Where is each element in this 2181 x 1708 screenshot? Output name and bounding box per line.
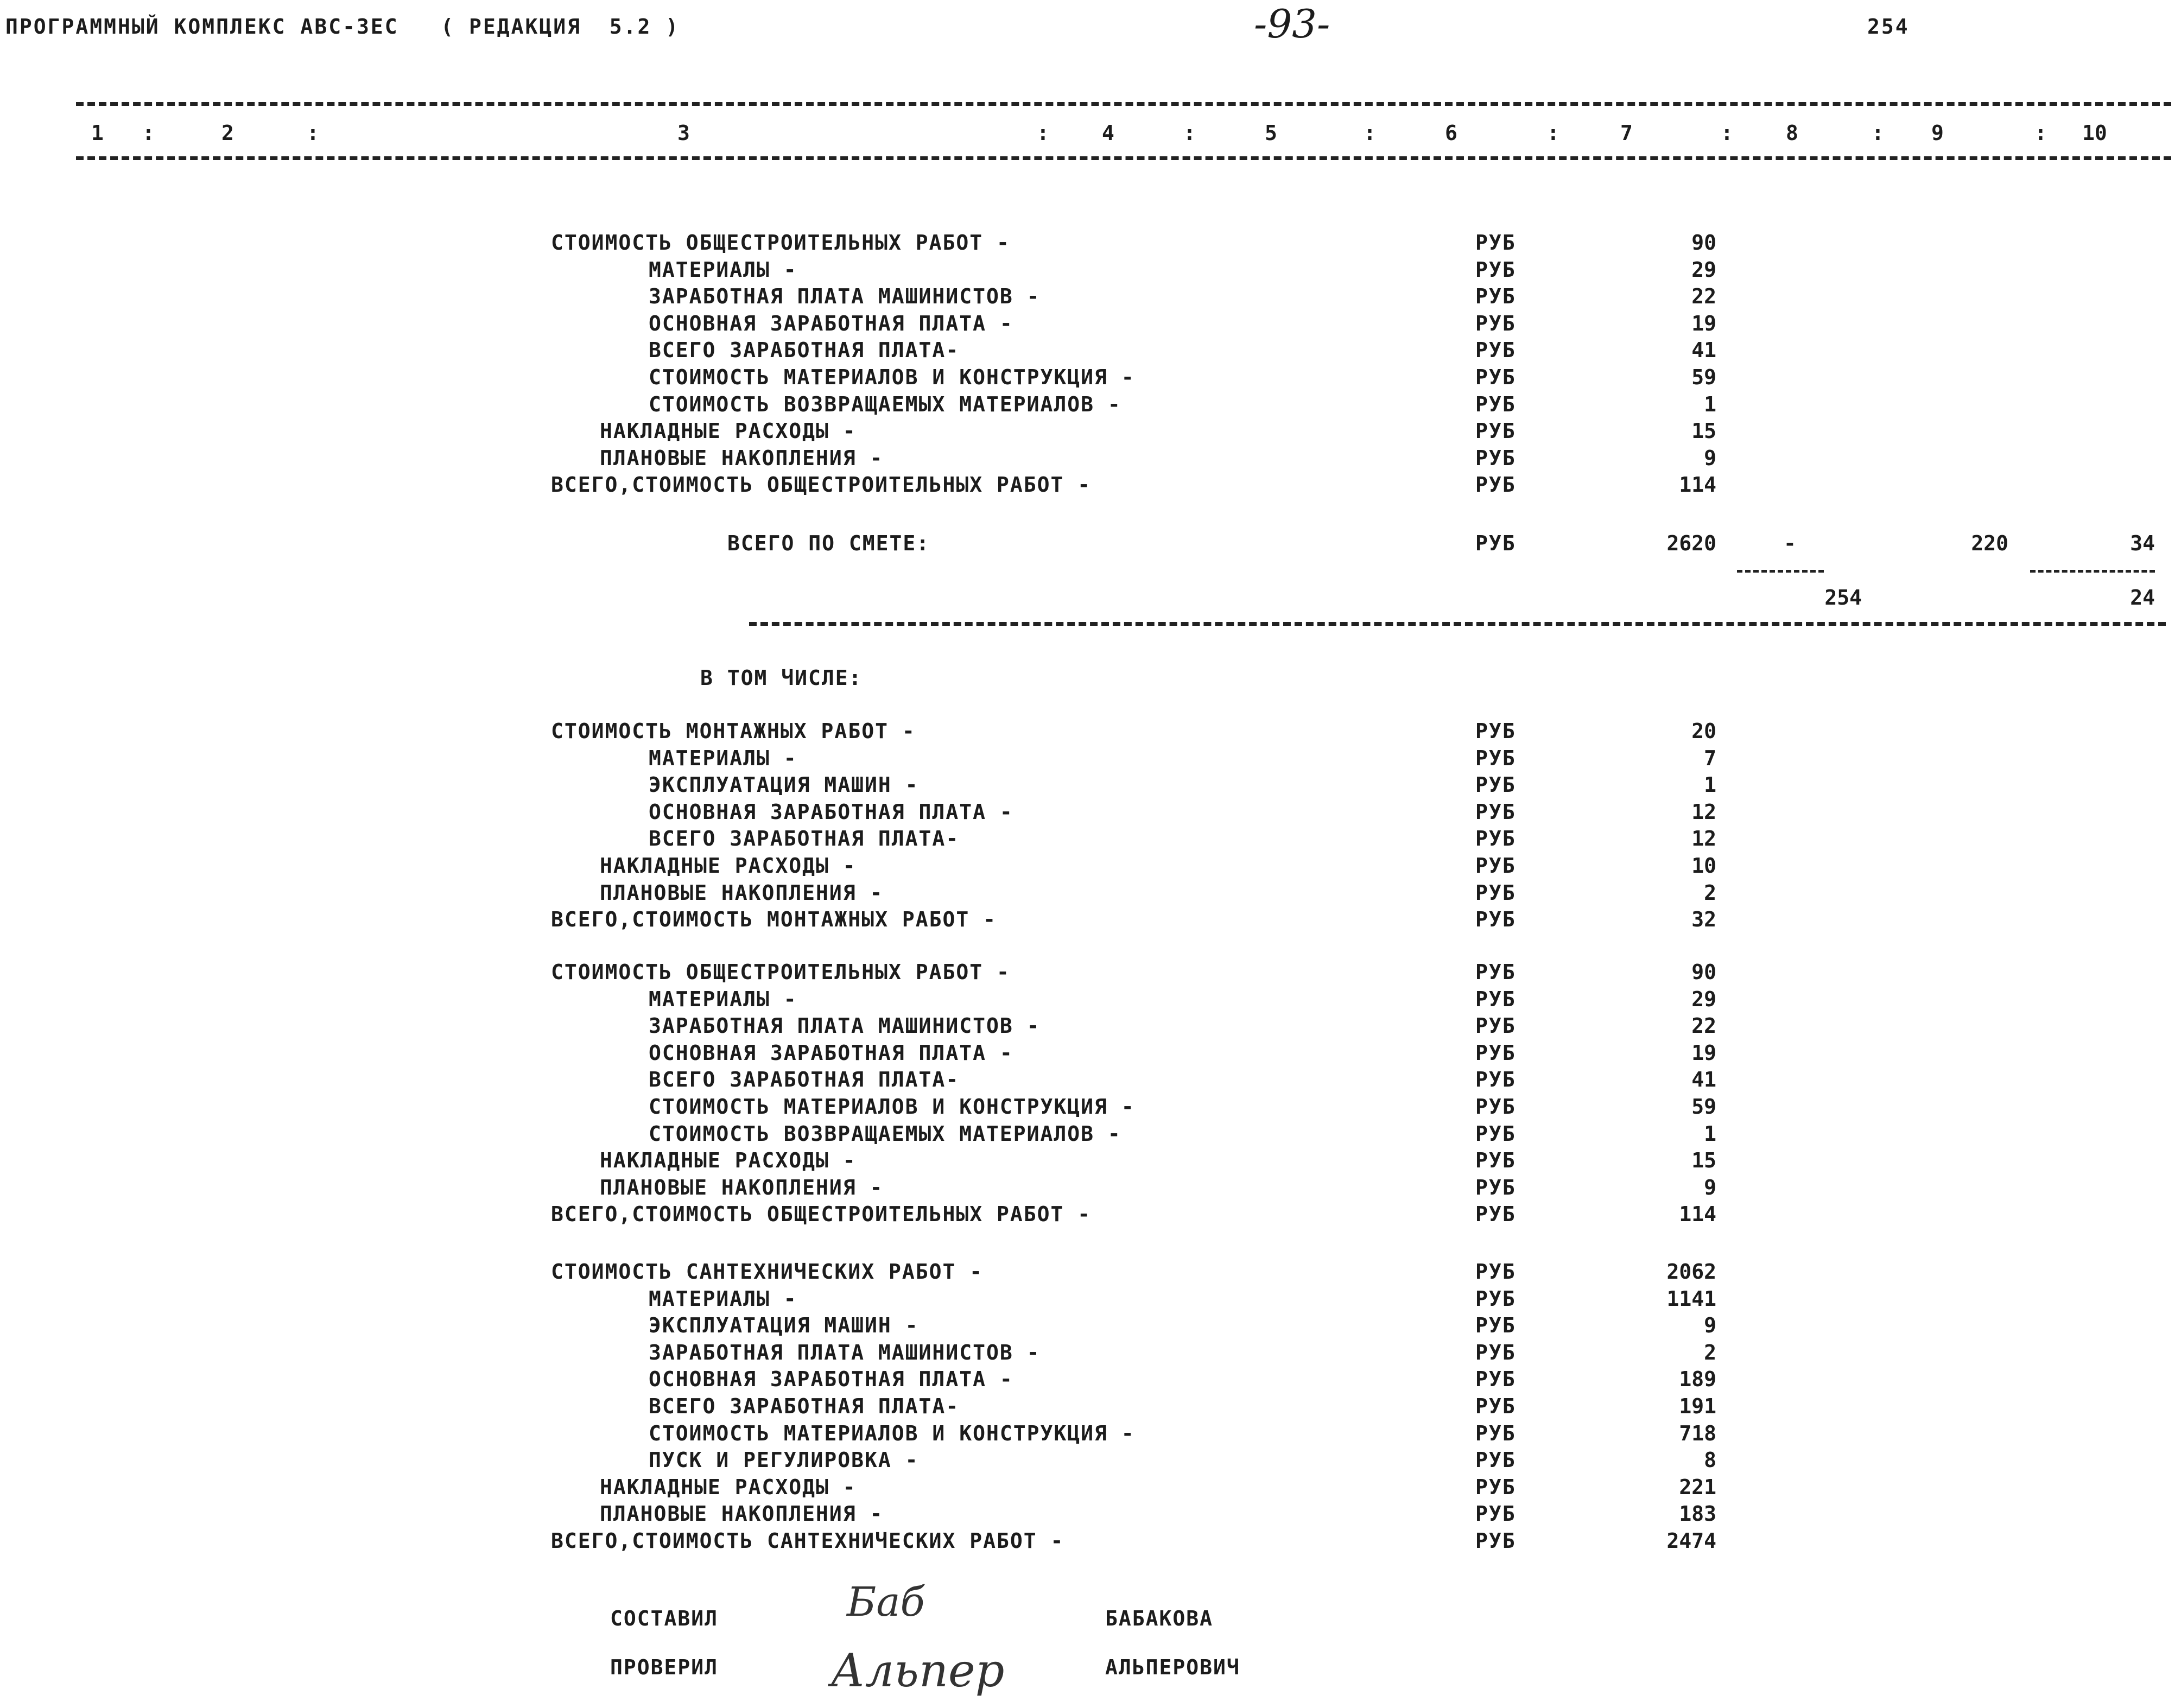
estimate-row-label: НАКЛАДНЫЕ РАСХОДЫ - xyxy=(600,854,857,878)
estimate-row-unit: РУБ xyxy=(1475,1095,1516,1119)
estimate-row-value: 8 xyxy=(1704,1448,1716,1472)
estimate-row-unit: РУБ xyxy=(1475,1448,1516,1472)
column-number: 10 xyxy=(2082,121,2107,145)
estimate-row-value: 1 xyxy=(1704,392,1716,416)
grand-total-unit: РУБ xyxy=(1475,531,1516,555)
estimate-row-value: 2062 xyxy=(1666,1260,1716,1284)
estimate-row-value: 19 xyxy=(1691,1041,1716,1065)
estimate-row-label: СТОИМОСТЬ МОНТАЖНЫХ РАБОТ - xyxy=(551,719,916,743)
column-separator: : xyxy=(307,121,319,145)
column-separator: : xyxy=(1872,121,1884,145)
estimate-row-label: ВСЕГО ЗАРАБОТНАЯ ПЛАТА- xyxy=(649,1394,960,1418)
checked-signature: Альпер xyxy=(830,1644,1005,1697)
separator-header-bottom xyxy=(76,156,2171,160)
estimate-row-unit: РУБ xyxy=(1475,231,1516,255)
estimate-row-label: ВСЕГО ЗАРАБОТНАЯ ПЛАТА- xyxy=(649,338,960,362)
estimate-row-label: ПЛАНОВЫЕ НАКОПЛЕНИЯ - xyxy=(600,1502,884,1526)
estimate-row-unit: РУБ xyxy=(1475,719,1516,743)
estimate-row-label: СТОИМОСТЬ ВОЗВРАЩАЕМЫХ МАТЕРИАЛОВ - xyxy=(649,392,1121,416)
estimate-row-unit: РУБ xyxy=(1475,1148,1516,1172)
estimate-row-label: ЭКСПЛУАТАЦИЯ МАШИН - xyxy=(649,773,919,797)
estimate-row-unit: РУБ xyxy=(1475,1367,1516,1391)
grand-total-label: ВСЕГО ПО СМЕТЕ: xyxy=(727,531,930,555)
estimate-row-value: 718 xyxy=(1679,1421,1716,1445)
estimate-row-label: ПЛАНОВЫЕ НАКОПЛЕНИЯ - xyxy=(600,446,884,470)
separator-total xyxy=(749,622,2166,626)
estimate-row-value: 2 xyxy=(1704,881,1716,905)
column-number: 8 xyxy=(1786,121,1798,145)
page-number: -93- xyxy=(1254,1,1330,47)
column-number: 9 xyxy=(1931,121,1944,145)
estimate-row-value: 32 xyxy=(1691,907,1716,931)
estimate-row-value: 59 xyxy=(1691,365,1716,389)
column-separator: : xyxy=(1037,121,1049,145)
estimate-row-value: 12 xyxy=(1691,827,1716,850)
estimate-row-value: 191 xyxy=(1679,1394,1716,1418)
grand-total-col10: 34 xyxy=(2130,531,2155,555)
estimate-row-value: 221 xyxy=(1679,1475,1716,1499)
column-number: 3 xyxy=(677,121,690,145)
estimate-row-value: 90 xyxy=(1691,231,1716,255)
subtotal-col10: 24 xyxy=(2130,586,2155,609)
subtotal-rule-col8 xyxy=(1737,570,1824,573)
estimate-row-label: НАКЛАДНЫЕ РАСХОДЫ - xyxy=(600,419,857,443)
estimate-row-value: 20 xyxy=(1691,719,1716,743)
estimate-row-unit: РУБ xyxy=(1475,1014,1516,1038)
estimate-row-label: СТОИМОСТЬ МАТЕРИАЛОВ И КОНСТРУКЦИЯ - xyxy=(649,1421,1135,1445)
estimate-row-label: ОСНОВНАЯ ЗАРАБОТНАЯ ПЛАТА - xyxy=(649,1367,1013,1391)
estimate-row-label: ВСЕГО ЗАРАБОТНАЯ ПЛАТА- xyxy=(649,1068,960,1091)
estimate-row-label: ВСЕГО,СТОИМОСТЬ САНТЕХНИЧЕСКИХ РАБОТ - xyxy=(551,1529,1064,1553)
estimate-row-value: 9 xyxy=(1704,446,1716,470)
subtotal-col8: 254 xyxy=(1824,586,1862,609)
estimate-row-label: ЗАРАБОТНАЯ ПЛАТА МАШИНИСТОВ - xyxy=(649,1014,1041,1038)
estimate-row-label: ВСЕГО,СТОИМОСТЬ ОБЩЕСТРОИТЕЛЬНЫХ РАБОТ - xyxy=(551,473,1092,497)
estimate-row-unit: РУБ xyxy=(1475,987,1516,1011)
estimate-row-label: ВСЕГО,СТОИМОСТЬ ОБЩЕСТРОИТЕЛЬНЫХ РАБОТ - xyxy=(551,1202,1092,1226)
estimate-row-label: ПЛАНОВЫЕ НАКОПЛЕНИЯ - xyxy=(600,881,884,905)
estimate-row-label: СТОИМОСТЬ МАТЕРИАЛОВ И КОНСТРУКЦИЯ - xyxy=(649,365,1135,389)
estimate-row-unit: РУБ xyxy=(1475,1502,1516,1526)
estimate-row-value: 1 xyxy=(1704,1122,1716,1146)
estimate-row-value: 22 xyxy=(1691,1014,1716,1038)
column-number: 7 xyxy=(1620,121,1633,145)
compiled-by-name: БАБАКОВА xyxy=(1105,1607,1214,1630)
estimate-row-unit: РУБ xyxy=(1475,1529,1516,1553)
estimate-row-label: СТОИМОСТЬ ВОЗВРАЩАЕМЫХ МАТЕРИАЛОВ - xyxy=(649,1122,1121,1146)
estimate-row-label: ЗАРАБОТНАЯ ПЛАТА МАШИНИСТОВ - xyxy=(649,1341,1041,1364)
column-number: 5 xyxy=(1265,121,1277,145)
estimate-row-value: 15 xyxy=(1691,419,1716,443)
separator-top xyxy=(76,102,2171,106)
estimate-row-value: 41 xyxy=(1691,1068,1716,1091)
estimate-row-unit: РУБ xyxy=(1475,312,1516,335)
estimate-row-value: 189 xyxy=(1679,1367,1716,1391)
estimate-row-value: 90 xyxy=(1691,960,1716,984)
estimate-row-unit: РУБ xyxy=(1475,258,1516,282)
estimate-row-unit: РУБ xyxy=(1475,1313,1516,1337)
column-separator: : xyxy=(1547,121,1559,145)
estimate-row-unit: РУБ xyxy=(1475,881,1516,905)
estimate-row-label: МАТЕРИАЛЫ - xyxy=(649,987,797,1011)
column-separator: : xyxy=(142,121,155,145)
estimate-row-label: ВСЕГО ЗАРАБОТНАЯ ПЛАТА- xyxy=(649,827,960,850)
estimate-row-value: 59 xyxy=(1691,1095,1716,1119)
estimate-row-unit: РУБ xyxy=(1475,1202,1516,1226)
column-separator: : xyxy=(1183,121,1196,145)
estimate-row-label: СТОИМОСТЬ САНТЕХНИЧЕСКИХ РАБОТ - xyxy=(551,1260,984,1284)
estimate-row-unit: РУБ xyxy=(1475,392,1516,416)
column-number: 4 xyxy=(1102,121,1114,145)
estimate-row-unit: РУБ xyxy=(1475,1068,1516,1091)
estimate-row-label: ОСНОВНАЯ ЗАРАБОТНАЯ ПЛАТА - xyxy=(649,1041,1013,1065)
estimate-row-unit: РУБ xyxy=(1475,1341,1516,1364)
estimate-row-value: 22 xyxy=(1691,284,1716,308)
grand-total-col8: - xyxy=(1784,531,1796,555)
estimate-row-value: 29 xyxy=(1691,987,1716,1011)
estimate-row-value: 10 xyxy=(1691,854,1716,878)
compiled-signature: Баб xyxy=(847,1579,925,1626)
estimate-row-unit: РУБ xyxy=(1475,827,1516,850)
checked-by-name: АЛЬПЕРОВИЧ xyxy=(1105,1655,1240,1679)
estimate-row-value: 9 xyxy=(1704,1313,1716,1337)
estimate-row-unit: РУБ xyxy=(1475,1176,1516,1199)
grand-total-col9: 220 xyxy=(1971,531,2008,555)
estimate-row-unit: РУБ xyxy=(1475,1475,1516,1499)
estimate-row-value: 29 xyxy=(1691,258,1716,282)
column-number: 2 xyxy=(221,121,234,145)
estimate-row-label: ВСЕГО,СТОИМОСТЬ МОНТАЖНЫХ РАБОТ - xyxy=(551,907,997,931)
column-number: 1 xyxy=(91,121,104,145)
subtotal-rule-col10 xyxy=(2030,570,2155,573)
estimate-row-unit: РУБ xyxy=(1475,473,1516,497)
estimate-row-value: 1 xyxy=(1704,773,1716,797)
estimate-row-unit: РУБ xyxy=(1475,284,1516,308)
estimate-row-value: 114 xyxy=(1679,1202,1716,1226)
estimate-row-label: СТОИМОСТЬ ОБЩЕСТРОИТЕЛЬНЫХ РАБОТ - xyxy=(551,231,1010,255)
estimate-row-unit: РУБ xyxy=(1475,960,1516,984)
estimate-row-unit: РУБ xyxy=(1475,907,1516,931)
estimate-row-unit: РУБ xyxy=(1475,1287,1516,1311)
sheet-number: 254 xyxy=(1867,15,1910,39)
estimate-row-value: 1141 xyxy=(1666,1287,1716,1311)
estimate-row-unit: РУБ xyxy=(1475,365,1516,389)
column-separator: : xyxy=(1721,121,1733,145)
estimate-row-label: ПЛАНОВЫЕ НАКОПЛЕНИЯ - xyxy=(600,1176,884,1199)
estimate-row-unit: РУБ xyxy=(1475,1041,1516,1065)
estimate-row-label: ОСНОВНАЯ ЗАРАБОТНАЯ ПЛАТА - xyxy=(649,800,1013,824)
estimate-row-unit: РУБ xyxy=(1475,1122,1516,1146)
estimate-row-label: СТОИМОСТЬ ОБЩЕСТРОИТЕЛЬНЫХ РАБОТ - xyxy=(551,960,1010,984)
estimate-row-label: МАТЕРИАЛЫ - xyxy=(649,1287,797,1311)
estimate-row-label: ЭКСПЛУАТАЦИЯ МАШИН - xyxy=(649,1313,919,1337)
estimate-row-label: СТОИМОСТЬ МАТЕРИАЛОВ И КОНСТРУКЦИЯ - xyxy=(649,1095,1135,1119)
estimate-row-label: НАКЛАДНЫЕ РАСХОДЫ - xyxy=(600,1148,857,1172)
checked-by-label: ПРОВЕРИЛ xyxy=(610,1655,719,1679)
estimate-row-value: 114 xyxy=(1679,473,1716,497)
estimate-row-unit: РУБ xyxy=(1475,1421,1516,1445)
estimate-row-unit: РУБ xyxy=(1475,773,1516,797)
estimate-row-label: ОСНОВНАЯ ЗАРАБОТНАЯ ПЛАТА - xyxy=(649,312,1013,335)
estimate-row-value: 19 xyxy=(1691,312,1716,335)
grand-total-col7: 2620 xyxy=(1666,531,1716,555)
column-separator: : xyxy=(2034,121,2047,145)
estimate-row-unit: РУБ xyxy=(1475,1260,1516,1284)
compiled-by-label: СОСТАВИЛ xyxy=(610,1607,719,1630)
estimate-row-value: 2 xyxy=(1704,1341,1716,1364)
estimate-row-unit: РУБ xyxy=(1475,800,1516,824)
including-heading: В ТОМ ЧИСЛЕ: xyxy=(700,666,863,690)
column-number: 6 xyxy=(1445,121,1457,145)
estimate-row-value: 2474 xyxy=(1666,1529,1716,1553)
estimate-row-unit: РУБ xyxy=(1475,854,1516,878)
column-separator: : xyxy=(1364,121,1376,145)
estimate-row-unit: РУБ xyxy=(1475,446,1516,470)
estimate-row-unit: РУБ xyxy=(1475,338,1516,362)
estimate-row-value: 12 xyxy=(1691,800,1716,824)
estimate-row-value: 7 xyxy=(1704,746,1716,770)
estimate-row-label: ПУСК И РЕГУЛИРОВКА - xyxy=(649,1448,919,1472)
estimate-row-value: 9 xyxy=(1704,1176,1716,1199)
estimate-row-value: 183 xyxy=(1679,1502,1716,1526)
estimate-row-value: 15 xyxy=(1691,1148,1716,1172)
estimate-row-unit: РУБ xyxy=(1475,1394,1516,1418)
program-header: ПРОГРАММНЫЙ КОМПЛЕКС АВС-ЗЕС ( РЕДАКЦИЯ 5.2 ) xyxy=(5,15,680,39)
estimate-row-label: ЗАРАБОТНАЯ ПЛАТА МАШИНИСТОВ - xyxy=(649,284,1041,308)
estimate-row-value: 41 xyxy=(1691,338,1716,362)
estimate-row-label: МАТЕРИАЛЫ - xyxy=(649,258,797,282)
estimate-row-label: МАТЕРИАЛЫ - xyxy=(649,746,797,770)
estimate-row-unit: РУБ xyxy=(1475,746,1516,770)
estimate-row-unit: РУБ xyxy=(1475,419,1516,443)
estimate-row-label: НАКЛАДНЫЕ РАСХОДЫ - xyxy=(600,1475,857,1499)
